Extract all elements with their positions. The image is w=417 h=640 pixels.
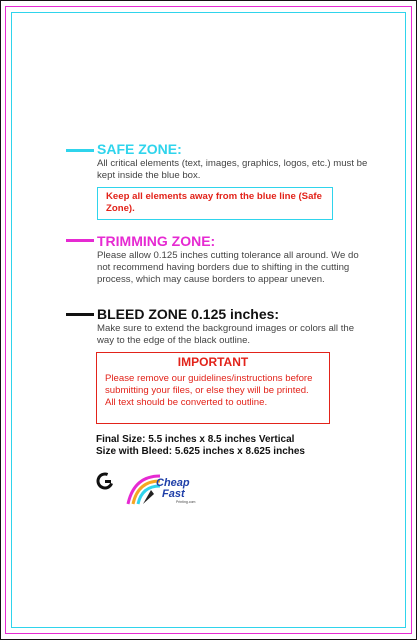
bleed-size-text: Size with Bleed: 5.625 inches x 8.625 inches bbox=[96, 446, 305, 457]
important-title: IMPORTANT bbox=[177, 355, 249, 369]
logo-line-2: Fast bbox=[162, 488, 185, 500]
safe-zone-marker bbox=[66, 149, 94, 152]
trimming-zone-title: TRIMMING ZONE: bbox=[97, 233, 216, 249]
logo-line-3: Printing.com bbox=[176, 500, 196, 504]
safe-zone-description: All critical elements (text, images, graphics, logos, etc.) must be kept inside the blue box. bbox=[97, 158, 368, 181]
safe-zone-title: SAFE ZONE: bbox=[97, 141, 182, 157]
final-size-text: Final Size: 5.5 inches x 8.5 inches Vertical bbox=[96, 434, 295, 445]
bleed-zone-description: Make sure to extend the background images or colors all the way to the edge of the black outline. bbox=[97, 323, 355, 346]
trimming-zone-description: Please allow 0.125 inches cutting tolerance all around. We do not recommend having borders due to shifting in the cutting process, which may cause borders to appear uneven. bbox=[97, 250, 359, 285]
bleed-zone-title: BLEED ZONE 0.125 inches: bbox=[97, 306, 280, 322]
bleed-zone-marker bbox=[66, 313, 94, 316]
logo-line-1: Cheap bbox=[156, 477, 190, 489]
trimming-zone-marker bbox=[66, 239, 94, 242]
cheap-fast-printing-logo bbox=[124, 470, 208, 510]
g-logo-icon bbox=[96, 472, 114, 490]
safe-zone-notice: Keep all elements away from the blue line (Safe Zone). bbox=[97, 187, 333, 220]
important-text: Please remove our guidelines/instructions before submitting your files, or else they will be printed. All text should be converted to outline. bbox=[105, 373, 313, 408]
important-notice-box bbox=[96, 352, 330, 424]
